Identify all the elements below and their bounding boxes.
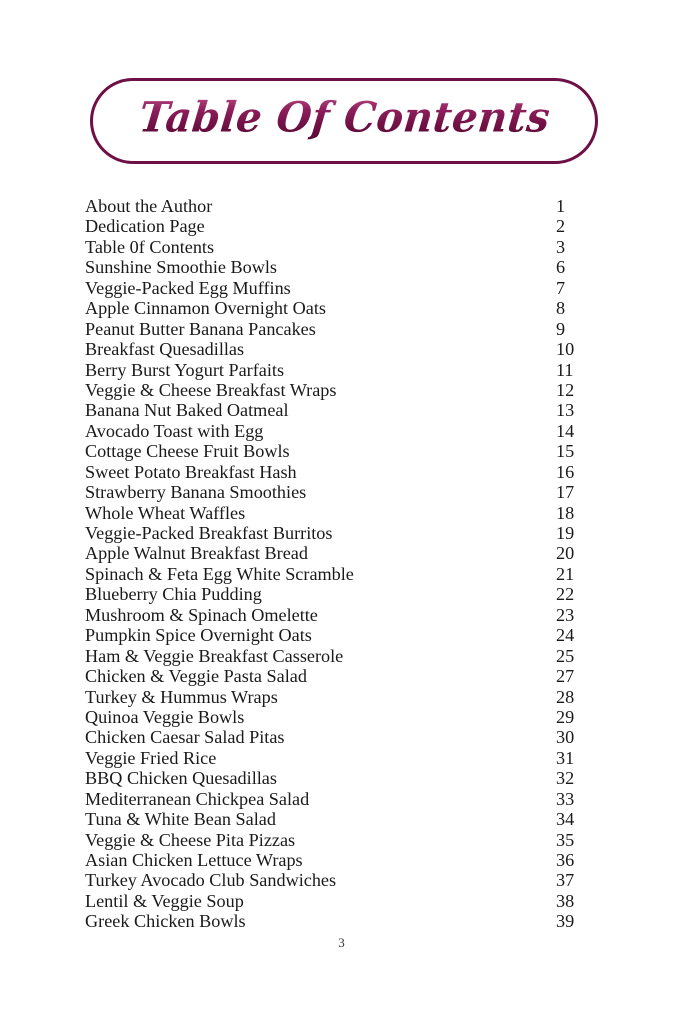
toc-entry[interactable] <box>85 319 598 339</box>
toc-title-banner <box>90 78 598 164</box>
toc-entry-page-number: 23 <box>556 604 575 625</box>
toc-entry-title: Chicken & Veggie Pasta Salad <box>85 666 307 687</box>
toc-entry-page-number: 25 <box>556 645 575 666</box>
toc-entry[interactable] <box>85 216 598 236</box>
toc-entry-page-number: 31 <box>556 747 575 768</box>
toc-entry-page-number: 8 <box>556 298 566 319</box>
toc-entry-title: Blueberry Chia Pudding <box>85 584 262 605</box>
toc-entry-title: Greek Chicken Bowls <box>85 911 246 932</box>
toc-entry-title: Veggie Fried Rice <box>85 747 217 768</box>
toc-entry-page-number: 22 <box>556 584 575 605</box>
toc-entry[interactable] <box>85 870 598 890</box>
toc-entry[interactable] <box>85 584 598 604</box>
toc-entry[interactable] <box>85 441 598 461</box>
toc-entry-page-number: 16 <box>556 461 575 482</box>
toc-entry[interactable] <box>85 850 598 870</box>
toc-entry-page-number: 38 <box>556 890 575 911</box>
toc-entry[interactable] <box>85 809 598 829</box>
toc-entry-page-number: 10 <box>556 339 575 360</box>
toc-entry-title: Peanut Butter Banana Pancakes <box>85 318 316 339</box>
toc-entry-list <box>85 196 598 932</box>
toc-entry-page-number: 39 <box>556 911 575 932</box>
toc-entry-title: Sweet Potato Breakfast Hash <box>85 461 297 482</box>
toc-entry-page-number: 12 <box>556 379 575 400</box>
toc-entry[interactable] <box>85 789 598 809</box>
toc-entry-page-number: 15 <box>556 441 575 462</box>
toc-entry-page-number: 32 <box>556 768 575 789</box>
toc-entry-page-number: 36 <box>556 850 575 870</box>
toc-entry[interactable] <box>85 727 598 747</box>
toc-entry-page-number: 7 <box>556 277 566 298</box>
toc-entry[interactable] <box>85 360 598 380</box>
toc-entry[interactable] <box>85 748 598 768</box>
toc-entry[interactable] <box>85 482 598 502</box>
toc-entry-page-number: 28 <box>556 686 575 707</box>
toc-entry[interactable] <box>85 278 598 298</box>
toc-entry-title: Chicken Caesar Salad Pitas <box>85 727 285 748</box>
toc-entry[interactable] <box>85 196 598 216</box>
toc-entry[interactable] <box>85 625 598 645</box>
toc-entry-page-number: 34 <box>556 809 575 830</box>
toc-entry-title: Cottage Cheese Fruit Bowls <box>85 441 290 462</box>
toc-entry-page-number: 3 <box>556 236 566 257</box>
toc-entry-title: Veggie-Packed Breakfast Burritos <box>85 523 333 543</box>
toc-entry-title: Ham & Veggie Breakfast Casserole <box>85 645 344 666</box>
toc-entry[interactable] <box>85 605 598 625</box>
toc-entry-title: Breakfast Quesadillas <box>85 339 245 360</box>
toc-entry-title: Apple Walnut Breakfast Bread <box>85 543 308 564</box>
toc-entry-title: Veggie & Cheese Pita Pizzas <box>85 829 296 850</box>
toc-entry-page-number: 14 <box>556 420 575 441</box>
toc-entry-title: Lentil & Veggie Soup <box>85 890 244 911</box>
toc-entry[interactable] <box>85 237 598 257</box>
toc-entry[interactable] <box>85 891 598 911</box>
toc-entry-page-number: 29 <box>556 706 575 727</box>
toc-entry-page-number: 24 <box>556 625 575 646</box>
toc-entry-title: Spinach & Feta Egg White Scramble <box>85 563 354 584</box>
toc-entry-title: Whole Wheat Waffles <box>85 502 246 523</box>
toc-entry[interactable] <box>85 298 598 318</box>
toc-entry-title: Veggie-Packed Egg Muffins <box>85 277 291 298</box>
toc-entry[interactable] <box>85 462 598 482</box>
toc-entry-page-number: 21 <box>556 563 575 584</box>
toc-entry-title: BBQ Chicken Quesadillas <box>85 768 277 789</box>
toc-entry-page-number: 30 <box>556 727 575 748</box>
toc-entry-title: Sunshine Smoothie Bowls <box>85 257 277 278</box>
toc-entry[interactable] <box>85 564 598 584</box>
toc-entry[interactable] <box>85 339 598 359</box>
toc-entry[interactable] <box>85 646 598 666</box>
toc-entry[interactable] <box>85 666 598 686</box>
toc-entry[interactable] <box>85 543 598 563</box>
toc-entry-page-number: 2 <box>556 216 566 237</box>
toc-entry[interactable] <box>85 523 598 543</box>
toc-entry-title: Turkey Avocado Club Sandwiches <box>85 870 337 891</box>
toc-entry-page-number: 33 <box>556 788 575 809</box>
toc-entry-page-number: 27 <box>556 666 575 687</box>
toc-entry[interactable] <box>85 400 598 420</box>
toc-entry-title: Turkey & Hummus Wraps <box>85 686 278 707</box>
toc-entry[interactable] <box>85 768 598 788</box>
toc-entry-page-number: 13 <box>556 400 575 421</box>
toc-entry-title: Quinoa Veggie Bowls <box>85 706 245 727</box>
toc-entry[interactable] <box>85 687 598 707</box>
toc-entry-page-number: 19 <box>556 523 575 543</box>
toc-entry[interactable] <box>85 830 598 850</box>
toc-entry-title: Veggie & Cheese Breakfast Wraps <box>85 379 337 400</box>
toc-entry[interactable] <box>85 911 598 931</box>
toc-entry-title: Mushroom & Spinach Omelette <box>85 604 318 625</box>
toc-entry[interactable] <box>85 421 598 441</box>
toc-entry-title: About the Author <box>85 196 213 216</box>
toc-entry-page-number: 11 <box>556 359 574 380</box>
toc-entry-title: Apple Cinnamon Overnight Oats <box>85 298 326 319</box>
page-folio-number: 3 <box>338 935 345 950</box>
toc-entry-page-number: 35 <box>556 829 575 850</box>
toc-entry-page-number: 18 <box>556 502 575 523</box>
toc-entry-page-number: 9 <box>556 318 566 339</box>
toc-entry-title: Mediterranean Chickpea Salad <box>85 788 310 809</box>
toc-entry[interactable] <box>85 257 598 277</box>
toc-entry-title: Asian Chicken Lettuce Wraps <box>85 850 303 870</box>
toc-entry-page-number: 17 <box>556 482 575 503</box>
toc-entry-title: Strawberry Banana Smoothies <box>85 482 307 503</box>
toc-entry[interactable] <box>85 503 598 523</box>
toc-entry-page-number: 6 <box>556 257 566 278</box>
toc-entry-page-number: 37 <box>556 870 575 891</box>
toc-entry-page-number: 20 <box>556 543 575 564</box>
toc-entry[interactable] <box>85 380 598 400</box>
toc-entry[interactable] <box>85 707 598 727</box>
toc-entry-title: Berry Burst Yogurt Parfaits <box>85 359 285 380</box>
toc-entry-title: Avocado Toast with Egg <box>85 420 264 441</box>
page-title: Table Of Contents <box>132 97 556 145</box>
toc-entry-title: Banana Nut Baked Oatmeal <box>85 400 289 421</box>
toc-entry-title: Dedication Page <box>85 216 205 237</box>
toc-entry-page-number: 1 <box>556 196 566 216</box>
toc-entry-title: Tuna & White Bean Salad <box>85 809 276 830</box>
toc-entry-title: Pumpkin Spice Overnight Oats <box>85 625 312 646</box>
toc-entry-title: Table 0f Contents <box>85 236 215 257</box>
